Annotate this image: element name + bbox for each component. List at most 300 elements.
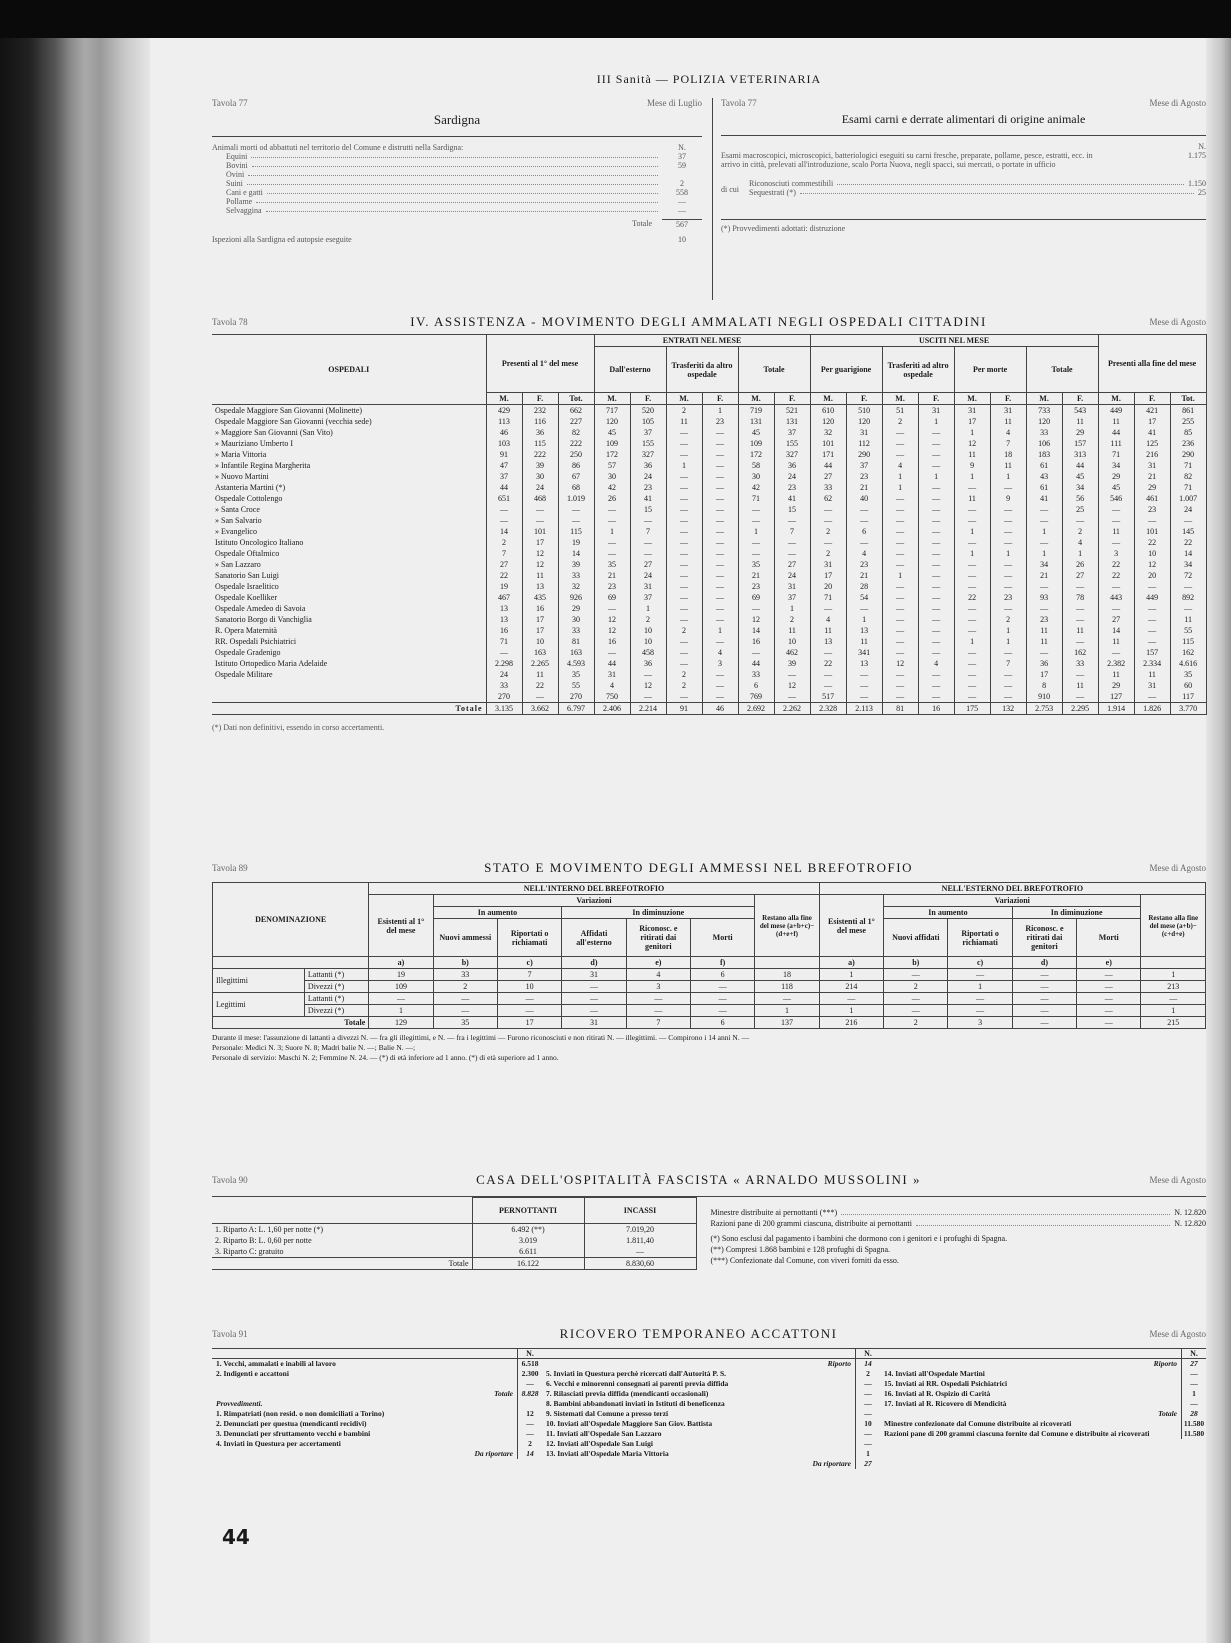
tav89-cell: —	[755, 993, 819, 1005]
tav78-cell: —	[1170, 581, 1206, 592]
tav89-total-cell: 3	[948, 1017, 1012, 1029]
tav89-letters-row	[213, 957, 1206, 969]
tav78-cell: 861	[1170, 405, 1206, 417]
tav78-cell: 26	[1062, 559, 1098, 570]
tav78-cell: 546	[1098, 493, 1134, 504]
tav90-header	[212, 1172, 1206, 1188]
tav78-cell: 71	[810, 592, 846, 603]
tav78-cell: 14	[1170, 548, 1206, 559]
tav78-cell: 115	[1170, 636, 1206, 647]
tav77-row-value: 2	[680, 179, 684, 188]
tav78-cell: 62	[810, 493, 846, 504]
tav78-cell: 510	[846, 405, 882, 417]
tav78-cell: 27	[486, 559, 522, 570]
tav77b-body	[721, 135, 1206, 233]
tav77b-sub-value: 1.150	[1188, 179, 1206, 188]
tav78-cell: —	[1026, 603, 1062, 614]
tav91-row	[880, 1359, 1206, 1369]
tav89-letter: c)	[948, 957, 1012, 969]
tav89-cell: —	[884, 1005, 948, 1017]
tav89-h-dim-ext: In diminuzione	[1012, 907, 1141, 919]
tav89-letter-empty	[1141, 957, 1206, 969]
tav78-cell: 232	[522, 405, 558, 417]
tav78-cell: 21	[1026, 570, 1062, 581]
tav89-h-dim: In diminuzione	[562, 907, 755, 919]
tav78-cell: 51	[882, 405, 918, 417]
tav78-cell: 4	[594, 680, 630, 691]
tav78-total-cell: 2.113	[846, 703, 882, 715]
tav78-cell: —	[954, 515, 990, 526]
tav78-cell: 443	[1098, 592, 1134, 603]
tav78-cell: —	[1098, 504, 1134, 515]
tav77-total: 567	[662, 219, 702, 229]
tav78-mf-cell: F.	[1134, 393, 1170, 405]
tav78-cell: 7	[774, 526, 810, 537]
tav78-cell: —	[918, 482, 954, 493]
tav78-total-cell: 1.914	[1098, 703, 1134, 715]
tav78-cell: —	[630, 548, 666, 559]
tav78-cell: 23	[630, 482, 666, 493]
tav89-cell: —	[1077, 993, 1141, 1005]
tav91-row-label: Riporto	[827, 1359, 851, 1368]
tav89-total-cell: 137	[755, 1017, 819, 1029]
tav90-row-pern: 3.019	[472, 1235, 584, 1246]
tav78-cell: —	[1026, 537, 1062, 548]
tav78-cell: 23	[1134, 504, 1170, 515]
tav78-cell: 172	[594, 449, 630, 460]
tav78-hospital-name: » Infantile Regina Margherita	[212, 460, 486, 471]
tav78-cell: —	[774, 537, 810, 548]
tav78-cell: —	[1098, 515, 1134, 526]
tav78-cell: 520	[630, 405, 666, 417]
tav78-cell: —	[702, 614, 738, 625]
tav78-cell: —	[738, 504, 774, 515]
tav89-total-row	[213, 1017, 1206, 1029]
tav91-row-value	[517, 1399, 542, 1409]
tav78-cell: —	[1062, 691, 1098, 703]
tav90-row-pern: 6.611	[472, 1246, 584, 1258]
tav78-cell: 44	[810, 460, 846, 471]
tav78-cell: —	[918, 614, 954, 625]
tav78-mf-cell: M.	[666, 393, 702, 405]
tav90-r1-key: Minestre distribuite ai pernottanti (***)	[710, 1208, 838, 1217]
tav91-row	[542, 1369, 880, 1379]
tav78-cell: —	[1170, 603, 1206, 614]
tav78-cell: 125	[1134, 438, 1170, 449]
tav89-h-rest-ext: Restano alla fine del mese (a+b)−(c+d+e)	[1141, 895, 1206, 957]
tav78-cell: —	[918, 625, 954, 636]
tav89-h-aum-ext: In aumento	[884, 907, 1013, 919]
tav78-cell: 1	[666, 460, 702, 471]
tav78-cell: 462	[774, 647, 810, 658]
tav78-cell: 163	[522, 647, 558, 658]
tav91-row	[212, 1409, 542, 1419]
tav78-h-tot: Totale	[738, 347, 810, 393]
tav78-cell: 44	[594, 658, 630, 669]
tav78-cell: —	[774, 691, 810, 703]
tav78-cell: 43	[1026, 471, 1062, 482]
tav78-h-tot2: Totale	[1026, 347, 1098, 393]
tav78-cell: 39	[522, 460, 558, 471]
tav78-cell: 23	[702, 416, 738, 427]
tav89-h-esist: Esistenti al 1° del mese	[369, 895, 433, 957]
tav78-hospital-name: Ospedale Militare	[212, 669, 486, 680]
tav78-cell: —	[918, 592, 954, 603]
tav89-table	[212, 882, 1206, 1029]
tav77-row	[212, 152, 702, 161]
tav77-row-value: —	[678, 197, 686, 206]
tav78-cell: 13	[486, 614, 522, 625]
table-row	[212, 460, 1206, 471]
tav78-cell: 19	[558, 537, 594, 548]
tav78-cell: —	[702, 603, 738, 614]
section-header-sanita: III Sanità — POLIZIA VETERINARIA	[596, 72, 822, 86]
tav78-cell: 4	[846, 548, 882, 559]
tav90-r1-value: N. 12.820	[1174, 1208, 1206, 1217]
tav78-cell: 2.382	[1098, 658, 1134, 669]
tav78-cell: —	[666, 658, 702, 669]
tav78-cell: —	[630, 669, 666, 680]
tav78-cell: 120	[594, 416, 630, 427]
tav77-row-label: Selvaggina	[226, 206, 262, 215]
tav78-cell: 33	[486, 680, 522, 691]
tav78-cell: 25	[1062, 504, 1098, 515]
tav78-cell: 37	[774, 592, 810, 603]
tav91-label: Tavola 91	[212, 1329, 248, 1339]
tav78-cell: 82	[558, 427, 594, 438]
tav89-cell: 2	[884, 981, 948, 993]
tav89-total-cell: 6	[690, 1017, 754, 1029]
tav78-total-cell: 2.692	[738, 703, 774, 715]
tav78-cell: 17	[522, 537, 558, 548]
table-row	[212, 416, 1206, 427]
tav78-cell: 13	[846, 625, 882, 636]
tav91-row-label: 7. Rilasciati previa diffida (mendicanti occasionali)	[546, 1389, 709, 1398]
tav78-cell: 41	[774, 493, 810, 504]
tav78-cell: 44	[486, 482, 522, 493]
tav78-cell: 22	[1134, 537, 1170, 548]
tav78-cell: 341	[846, 647, 882, 658]
tav78-thead	[212, 335, 1206, 405]
tav78-hospital-name: Ospedale Amedeo di Savoia	[212, 603, 486, 614]
table-row	[212, 592, 1206, 603]
tav78-cell: —	[774, 515, 810, 526]
tav78-mf-cell: M.	[1098, 393, 1134, 405]
tav78-cell: 4	[990, 427, 1026, 438]
tav89-cell: 31	[562, 969, 626, 981]
tav78-cell: 11	[1098, 416, 1134, 427]
tav89-cell: —	[433, 993, 497, 1005]
tav78-cell: 31	[810, 559, 846, 570]
tav89-note1: Durante il mese: l'assunzione di lattanti a divezzi N. — fra gli illegittimi, e N. — fra i legittimi — Furono riconosciuti e non ritirati N. — illegittimi. — Compirono i 14 anni N. —	[212, 1033, 750, 1042]
tav78-cell: 115	[558, 526, 594, 537]
tav78-cell: 155	[630, 438, 666, 449]
tav78-cell: 1	[918, 416, 954, 427]
tav90-row-inc: 1.811,40	[584, 1235, 696, 1246]
tav89-sub-label: Divezzi (*)	[304, 981, 368, 993]
tav78-cell: 11	[1098, 669, 1134, 680]
tav78-cell: 109	[738, 438, 774, 449]
tav78-cell: —	[666, 570, 702, 581]
tav78-cell: 236	[1170, 438, 1206, 449]
tav78-cell: —	[702, 559, 738, 570]
tav91-row	[542, 1359, 880, 1369]
tav78-cell: —	[1062, 581, 1098, 592]
tav78-cell: —	[702, 592, 738, 603]
table-row	[213, 993, 1206, 1005]
tav89-total-cell: —	[1012, 1017, 1076, 1029]
tav78-cell: 29	[1134, 482, 1170, 493]
tav91-row-label: 13. Inviati all'Ospedale Maria Vittoria	[546, 1449, 669, 1458]
tav77b-sub-row	[749, 188, 1206, 197]
tav78-cell: 11	[1062, 416, 1098, 427]
tav78-cell: —	[630, 537, 666, 548]
tav89-cell: —	[690, 1005, 754, 1017]
tav78-cell: 36	[774, 460, 810, 471]
tav91-row-label: Totale	[494, 1389, 513, 1398]
tav78-cell: 171	[810, 449, 846, 460]
table-row	[212, 614, 1206, 625]
tav91-row-value: —	[855, 1409, 880, 1419]
tav78-h-guar: Per guarigione	[810, 347, 882, 393]
tav78-cell: 19	[486, 581, 522, 592]
tav78-cell: —	[594, 603, 630, 614]
tav77-footer-value: 10	[678, 235, 686, 244]
tav78-cell: 106	[1026, 438, 1062, 449]
tav78-cell: —	[954, 504, 990, 515]
tav78-cell: —	[774, 548, 810, 559]
tav78-cell: —	[882, 647, 918, 658]
tav91-row-label: 8. Bambini abbandonati inviati in Istituti di beneficenza	[546, 1399, 725, 1408]
tav78-cell: 162	[1170, 647, 1206, 658]
tav78-cell: —	[810, 680, 846, 691]
tav78-cell: —	[810, 603, 846, 614]
tav78-cell: 71	[1170, 482, 1206, 493]
tav78-cell: —	[918, 669, 954, 680]
tav78-cell: —	[738, 537, 774, 548]
tav78-hospital-name: Sanatorio San Luigi	[212, 570, 486, 581]
tav78-cell: —	[990, 482, 1026, 493]
table-row	[213, 1005, 1206, 1017]
tav89-thead	[213, 883, 1206, 969]
tav78-cell: —	[846, 603, 882, 614]
tav90-h-empty	[212, 1198, 472, 1224]
tav78-total-cell: 2.753	[1026, 703, 1062, 715]
tav78-cell: —	[918, 636, 954, 647]
tav78-cell: —	[918, 691, 954, 703]
tav78-cell: 45	[1062, 471, 1098, 482]
tav78-cell: 27	[1062, 570, 1098, 581]
tav78-cell: —	[1062, 614, 1098, 625]
tav78-cell: —	[702, 537, 738, 548]
tav78-cell: —	[954, 581, 990, 592]
tav78-cell: 4	[702, 647, 738, 658]
tav89-note3: Personale di servizio: Maschi N. 2; Femmine N. 24. — (*) di età inferiore ad 1 anno. (*) di età superiore ad 1 anno.	[212, 1053, 559, 1062]
tav78-cell: —	[954, 614, 990, 625]
tav90-r1	[711, 1207, 1207, 1218]
tav89-cell: 6	[690, 969, 754, 981]
tav90-row-label: 3. Riparto C: gratuito	[212, 1246, 472, 1258]
tav78-cell: 327	[630, 449, 666, 460]
tav78-cell: —	[738, 603, 774, 614]
tav78-cell: —	[666, 482, 702, 493]
tav77-row-label: Pollame	[226, 197, 253, 206]
table-row	[212, 647, 1206, 658]
tav77-total-label: Totale	[632, 219, 652, 228]
tav78-cell: 3	[702, 658, 738, 669]
tav89-cell: 33	[433, 969, 497, 981]
tav78-cell: 61	[1026, 460, 1062, 471]
tav89-cell: 3	[626, 981, 690, 993]
tav77-row-value	[662, 170, 702, 179]
table-row	[212, 669, 1206, 680]
tav78-cell: 22	[1098, 570, 1134, 581]
tav78-cell: 23	[990, 592, 1026, 603]
tav78-cell: 24	[774, 471, 810, 482]
tav78-total-cell: 2.328	[810, 703, 846, 715]
table-row	[213, 981, 1206, 993]
tav78-cell: —	[882, 548, 918, 559]
tav78-cell: —	[918, 504, 954, 515]
tav78-cell: 23	[846, 471, 882, 482]
tav78-cell: —	[990, 581, 1026, 592]
tav77b-di-cui: di cui	[721, 185, 739, 194]
tav78-cell: —	[882, 614, 918, 625]
tav78-cell: —	[882, 581, 918, 592]
tav89-cell: —	[369, 993, 433, 1005]
tav78-cell: 24	[630, 570, 666, 581]
tav78-cell: —	[954, 691, 990, 703]
tav77b-sub-value: 25	[1198, 188, 1206, 197]
tav78-cell: 1	[990, 636, 1026, 647]
tav91-row-label: 4. Inviati in Questura per accertamenti	[216, 1439, 341, 1448]
tav89-cell: 1	[819, 1005, 883, 1017]
tav77-intro: Animali morti od abbattuti nel territorio del Comune e distrutti nella Sardigna:	[212, 143, 464, 152]
tav78-cell: 769	[738, 691, 774, 703]
tav78-cell: 85	[1170, 427, 1206, 438]
tav77-intro-row	[212, 143, 702, 152]
tav78-cell: —	[882, 592, 918, 603]
tav91-row-value: 27	[855, 1459, 880, 1469]
tav78-mf-cell: F.	[522, 393, 558, 405]
tav89-label: Tavola 89	[212, 863, 248, 873]
tav78-cell: —	[918, 493, 954, 504]
tav78-cell: —	[594, 548, 630, 559]
tav78-cell: —	[918, 570, 954, 581]
tav78-cell: 926	[558, 592, 594, 603]
tav78-cell: 23	[594, 581, 630, 592]
table-row	[212, 625, 1206, 636]
tav91-row-value: 2	[517, 1439, 542, 1449]
tav77b-col: N.	[1198, 142, 1206, 151]
tav78-cell: —	[666, 636, 702, 647]
tav77b-text: Esami macroscopici, microscopici, batteriologici eseguiti su carni fresche, preparate, pollame, pesce, estratti, ecc. in arrivo in città, prelevati all'introduzione, scalo Porta Nuova, negli spacci, sui mercati, o portate in ufficio	[721, 151, 1093, 169]
table-row	[212, 504, 1206, 515]
leader-dots	[256, 197, 658, 203]
table-row	[212, 570, 1206, 581]
tav78-cell: 157	[1134, 647, 1170, 658]
tav91-row-value: 12	[517, 1409, 542, 1419]
tav78-cell: 31	[918, 405, 954, 417]
tav91-row	[542, 1459, 880, 1469]
tav91-month: Mese di Agosto	[1149, 1329, 1206, 1339]
tav89-cell: 1	[755, 1005, 819, 1017]
tav78-cell: —	[702, 581, 738, 592]
tav78-mf-cell: Tot.	[1170, 393, 1206, 405]
tav91-row-label: 17. Inviati al R. Ricovero di Mendicità	[884, 1399, 1007, 1408]
tav78-hospital-name: Ospedale Maggiore San Giovanni (Molinette)	[212, 405, 486, 417]
tav78-cell: 9	[954, 460, 990, 471]
tav78-cell: —	[954, 647, 990, 658]
tav78-hospital-name: » Nuovo Martini	[212, 471, 486, 482]
tav78-cell: 24	[774, 570, 810, 581]
tav78-hospital-name: » Evangelico	[212, 526, 486, 537]
tav77-label: Tavola 77	[212, 98, 248, 108]
tav78-cell: 22	[810, 658, 846, 669]
tav89-letter: b)	[433, 957, 497, 969]
table-row	[212, 537, 1206, 548]
table-row	[212, 581, 1206, 592]
tav78-cell: 33	[738, 669, 774, 680]
tav78-mf-cell: Tot.	[558, 393, 594, 405]
tav78-cell: 11	[1098, 526, 1134, 537]
tav78-cell: 26	[594, 493, 630, 504]
tav78-cell: 429	[486, 405, 522, 417]
tav78-cell: 45	[594, 427, 630, 438]
tav78-cell: 15	[774, 504, 810, 515]
tav78-cell: 68	[558, 482, 594, 493]
tav78-hospital-name: Ospedale Cottolengo	[212, 493, 486, 504]
tav78-cell: —	[846, 537, 882, 548]
tav90-row-inc: 7.019,20	[584, 1224, 696, 1236]
tav78-cell: —	[666, 449, 702, 460]
tav78-mf-cell: F.	[630, 393, 666, 405]
tav78-cell: 69	[738, 592, 774, 603]
tav78-cell: —	[954, 570, 990, 581]
tav78-cell: —	[882, 680, 918, 691]
tav90-month: Mese di Agosto	[1149, 1175, 1206, 1185]
tav78-total-cell: 3.662	[522, 703, 558, 715]
tav78-cell: —	[954, 625, 990, 636]
tav89-total-cell: 216	[819, 1017, 883, 1029]
tav78-cell: —	[738, 647, 774, 658]
tav78-cell: —	[918, 526, 954, 537]
tav91-row-label: 2. Indigenti e accattoni	[216, 1369, 289, 1378]
tav89-h-ricon-ext: Riconosc. e ritirati dai genitori	[1012, 919, 1076, 957]
tav78-cell: 35	[594, 559, 630, 570]
tav78-cell: —	[666, 647, 702, 658]
tav89-cell: —	[884, 969, 948, 981]
tav78-cell: —	[702, 482, 738, 493]
tav78-cell: —	[1170, 515, 1206, 526]
tav78-cell: —	[666, 537, 702, 548]
tav90-tbody	[212, 1224, 696, 1270]
tav78-cell: 2	[990, 614, 1026, 625]
tav78-cell: 22	[1170, 537, 1206, 548]
tav78-cell: —	[990, 691, 1026, 703]
tav78-cell: 39	[558, 559, 594, 570]
tav77-row-value: 37	[678, 152, 686, 161]
tav78-cell: 17	[810, 570, 846, 581]
tav78-total-cell: 2.406	[594, 703, 630, 715]
tav90-label: Tavola 90	[212, 1175, 248, 1185]
tav78-cell: 16	[522, 603, 558, 614]
tav78-cell: 421	[1134, 405, 1170, 417]
tav89-cell: 118	[755, 981, 819, 993]
tav78-hospital-name: » Maggiore San Giovanni (San Vito)	[212, 427, 486, 438]
tav91-row	[542, 1379, 880, 1389]
tav78-cell: 33	[558, 570, 594, 581]
